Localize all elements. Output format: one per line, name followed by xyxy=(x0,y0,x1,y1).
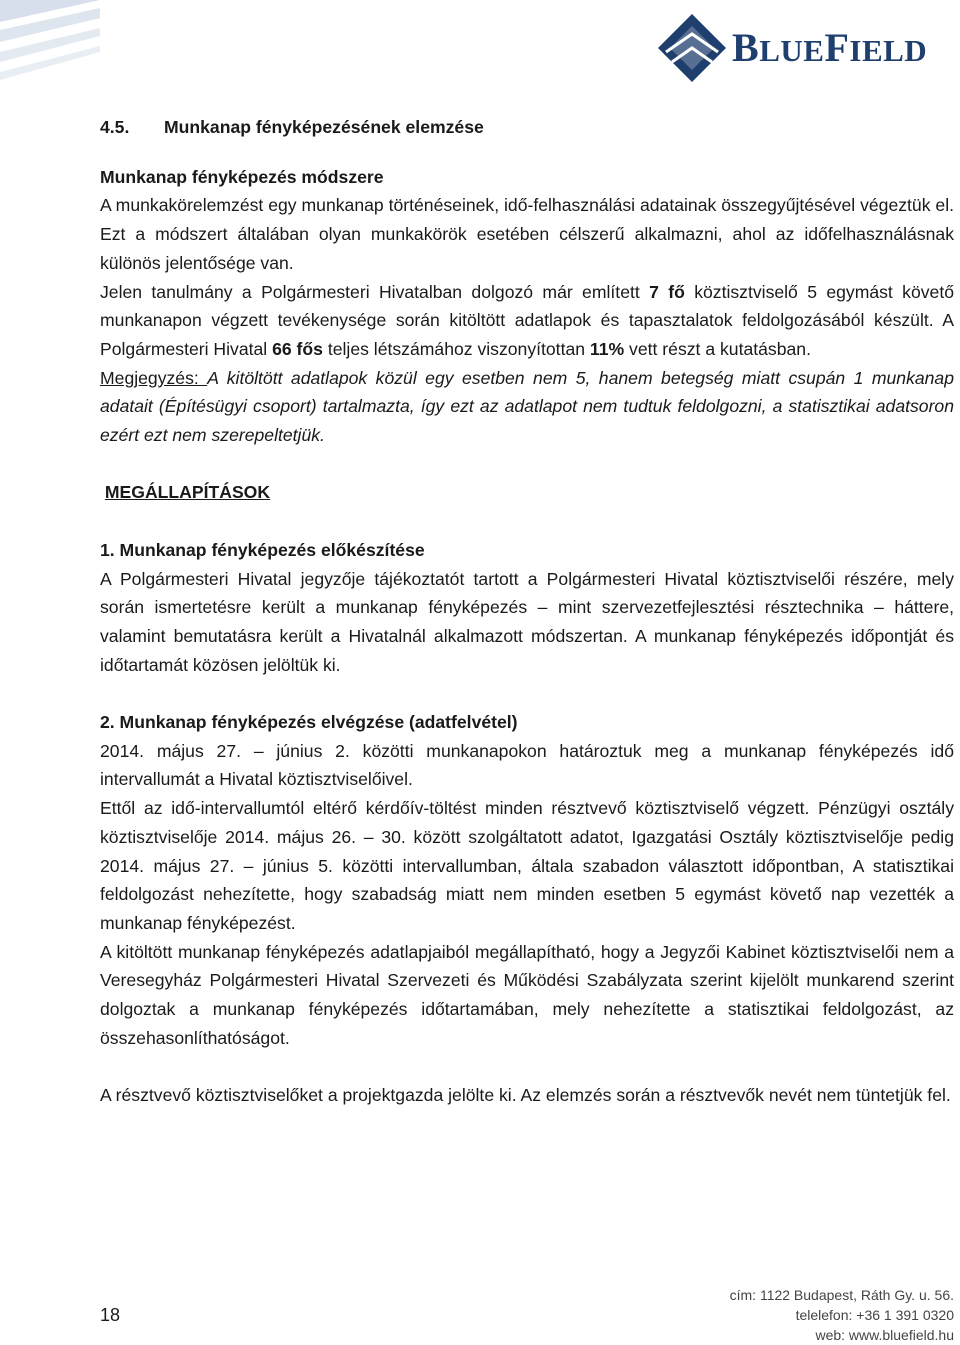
findings-subheading-2: 2. Munkanap fényképezés elvégzése (adatfelvétel) xyxy=(100,712,518,733)
findings-heading: MEGÁLLAPÍTÁSOK xyxy=(104,482,271,503)
findings-subheading-1: 1. Munkanap fényképezés előkészítése xyxy=(100,539,425,560)
logo-wordmark: BLUEFIELD xyxy=(732,25,928,70)
footer-phone: telelefon: +36 1 391 0320 xyxy=(795,1307,954,1323)
findings-paragraph-2: 2014. május 27. – június 2. közötti munkanapokon határoztuk meg a munkanap fényképezés idő intervallumát a Hivatal köztisztviselőivel. xyxy=(100,740,954,790)
method-heading: Munkanap fényképezés módszere xyxy=(100,166,384,187)
findings-paragraph-5: A résztvevő köztisztviselőket a projektgazda jelölte ki. Az elemzés során a résztvevők nevét nem tüntetjük fel. xyxy=(100,1085,951,1106)
bluefield-logo xyxy=(656,12,956,84)
contact-footer xyxy=(730,1285,954,1345)
section-title: Munkanap fényképezésének elemzése xyxy=(164,117,484,137)
corner-stripes-decoration xyxy=(0,0,120,90)
method-paragraph-2: Jelen tanulmány a Polgármesteri Hivatalban dolgozó már említett 7 fő köztisztviselő 5 egymást követő munkanapon végzett tevékenysége során kitöltött adatlapok és tapasztalatok feldolgozásából készült. A Polgármesteri Hivatal 66 fős teljes létszámához viszonyítottan 11% vett részt a kutatásban. xyxy=(100,281,955,359)
findings-paragraph-1: A Polgármesteri Hivatal jegyzője tájékoztatót tartott a Polgármesteri Hivatal köztisztviselői részére, mely során ismertetésre került a munkanap fényképezés – mint szervezetfejlesztési résztechnika – háttere, valamint bemutatásra került a Hivatalnál alkalmazott módszertan. A munkanap fényképezés időpontját és időtartamát közösen jelöltük ki. xyxy=(100,568,954,675)
findings-paragraph-3: Ettől az idő-intervallumtól eltérő kérdőív-töltést minden résztvevő köztisztviselő végzett. Pénzügyi osztály köztisztviselője 2014. május 26. – 30. között szolgáltatott adatot, Igazgatási Osztály köztisztviselője pedig 2014. május 27. – június 5. közötti intervallumban, általa szabadon választott időpontban, A statisztikai feldolgozást nehezítette, hogy szabadság miatt nem minden esetben 5 egymást követő nap vezették a munkanap fényképezést. xyxy=(100,798,954,933)
section-heading xyxy=(100,113,954,142)
document-body xyxy=(100,113,954,1110)
footer-address: cím: 1122 Budapest, Ráth Gy. u. 56. xyxy=(729,1287,954,1303)
method-paragraph-1: A munkakörelemzést egy munkanap történéseinek, idő-felhasználási adatainak összegyűjtésével végeztük el. Ezt a módszert általában olyan munkakörök esetében célszerű alkalmazni, ahol az időfelhasználásnak különös jelentősége van. xyxy=(100,195,954,273)
note-label: Megjegyzés: xyxy=(100,367,208,388)
logo-diamond-icon xyxy=(656,12,728,84)
note-text: A kitöltött adatlapok közül egy esetben nem 5, hanem betegség miatt csupán 1 munkanap adatait (Építésügyi csoport) tartalmazta, így ezt az adatlapot nem tudtuk feldolgozni, a statisztikai adatsoron ezért ezt nem szerepeltetjük. xyxy=(100,367,955,446)
page-number: 18 xyxy=(100,1305,121,1325)
method-note xyxy=(100,364,954,450)
footer-web: web: www.bluefield.hu xyxy=(815,1327,954,1343)
findings-paragraph-4: A kitöltött munkanap fényképezés adatlapjaiból megállapítható, hogy a Jegyzői Kabinet köztisztviselői nem a Veresegyház Polgármesteri Hivatal Szervezeti és Működési Szabályzata szerint kijelölt munkarend szerint dolgoztak a munkanap fényképezés időtartamában, mely nehezítette a statisztikai feldolgozást, az összehasonlíthatóságot. xyxy=(100,941,954,1048)
section-number: 4.5. xyxy=(100,117,130,137)
